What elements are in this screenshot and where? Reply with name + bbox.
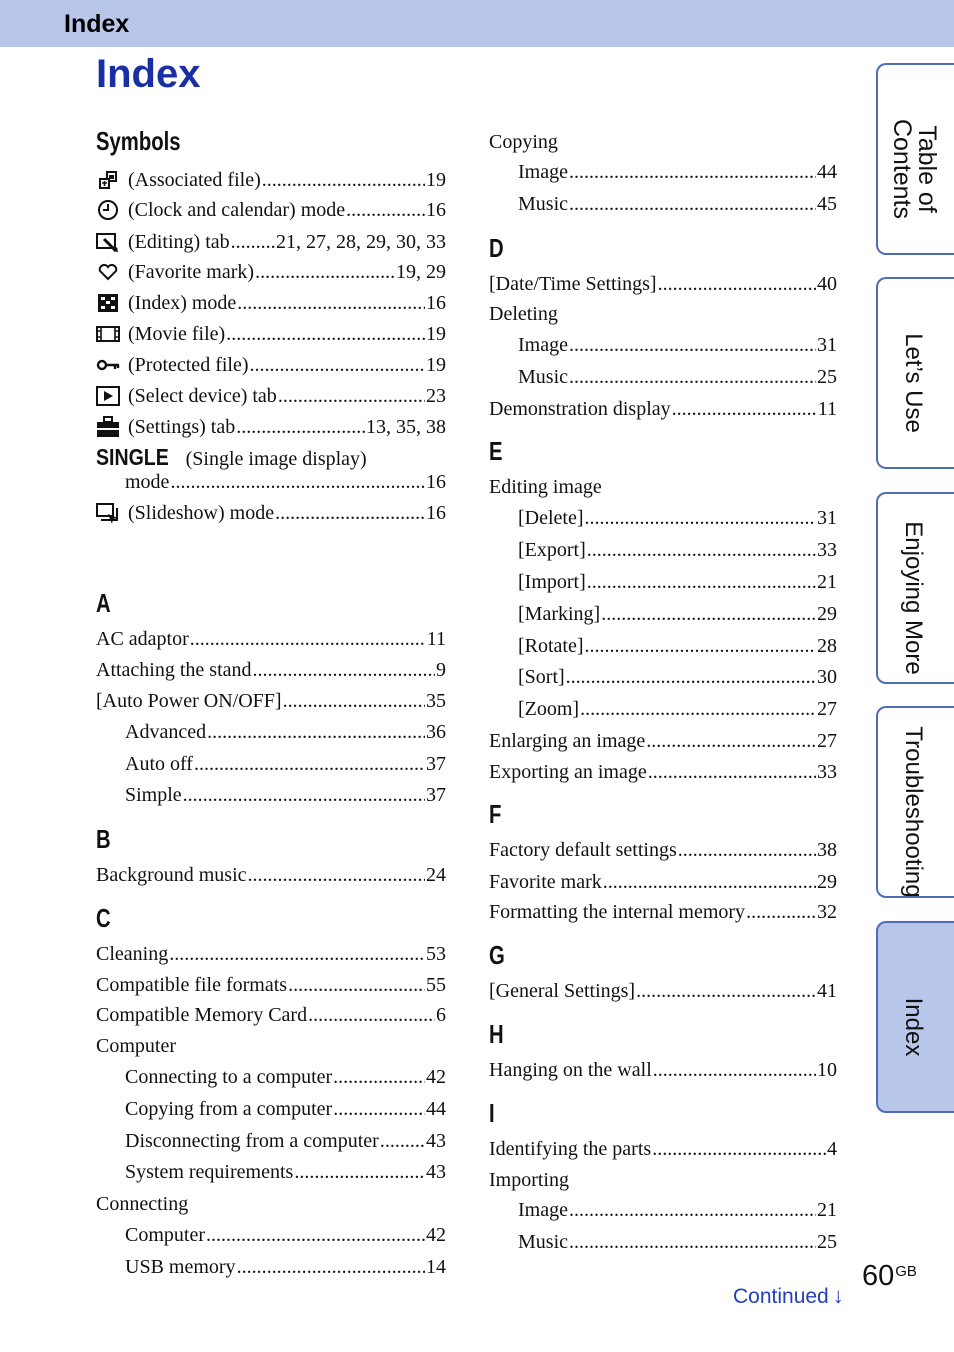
clock-icon [96,199,120,221]
index-entry: Music ..... 25 [518,1230,837,1254]
index-entry: (Slideshow) mode ..... 16 [96,501,446,525]
section-heading-g: G [489,940,505,970]
protected-file-icon [96,354,120,376]
section-heading-c: C [96,903,111,933]
index-entry: mode ..... 16 [125,470,446,494]
section-heading-a: A [96,588,111,618]
index-entry: Computer [96,1035,176,1057]
index-entry: USB memory ..... 14 [125,1255,446,1279]
movie-file-icon [96,323,120,345]
index-entry: Compatible Memory Card ..... 6 [96,1003,446,1027]
tab-enjoying-more[interactable] [876,492,954,684]
index-entry: SINGLE (Single image display) [96,444,367,470]
section-heading-e: E [489,436,503,466]
section-heading-f: F [489,799,502,829]
index-entry: Connecting [96,1193,189,1215]
index-entry: Importing [489,1169,569,1191]
index-entry: System requirements ..... 43 [125,1160,446,1184]
favorite-mark-icon [96,261,120,283]
index-entry: [Rotate] ..... 28 [518,634,837,658]
index-mode-icon [96,292,120,314]
tab-label: Index [900,997,928,1057]
tab-label: Table of Contents [888,118,941,220]
editing-tab-icon [96,231,120,253]
continued-link[interactable]: Continued ↓ [733,1283,844,1308]
index-entry: [Import] ..... 21 [518,570,837,594]
tab-label: Let’s Use [900,333,928,433]
index-entry: Simple ..... 37 [125,783,446,807]
index-entry: Music ..... 25 [518,365,837,389]
header-label: Index [64,10,130,38]
index-entry: Image ..... 31 [518,333,837,357]
index-entry: (Editing) tab ..... 21, 27, 28, 29, 30, 33 [96,230,446,254]
section-heading-i: I [489,1098,495,1128]
arrow-down-icon: ↓ [832,1283,844,1308]
index-entry: [General Settings] ..... 41 [489,979,837,1003]
index-entry: Computer ..... 42 [125,1223,446,1247]
index-entry: [Delete] ..... 31 [518,506,837,530]
index-entry: [Zoom] ..... 27 [518,697,837,721]
tab-index[interactable] [876,921,954,1113]
index-entry: Copying from a computer ..... 44 [125,1097,446,1121]
index-entry: Advanced ..... 36 [125,720,446,744]
tab-label: Enjoying More [900,521,928,675]
index-entry: (Clock and calendar) mode ..... 16 [96,198,446,222]
index-entry: Compatible file formats ..... 55 [96,973,446,997]
index-entry: Attaching the stand ..... 9 [96,658,446,682]
section-heading-d: D [489,233,504,263]
page-number: $60^{GB}$ [862,1260,917,1292]
select-device-tab-icon [96,385,120,407]
index-entry: [Date/Time Settings] ..... 40 [489,272,837,296]
settings-tab-icon [96,416,120,438]
index-entry: Enlarging an image ..... 27 [489,729,837,753]
index-entry: Identifying the parts ..... 4 [489,1137,837,1161]
index-entry: Hanging on the wall ..... 10 [489,1058,837,1082]
index-entry: Disconnecting from a computer ..... 43 [125,1129,446,1153]
tab-lets-use[interactable] [876,277,954,469]
index-entry: (Favorite mark) ..... 19, 29 [96,260,446,284]
associated-file-icon [96,169,120,191]
index-entry: Music ..... 45 [518,192,837,216]
index-entry: [Sort] ..... 30 [518,665,837,689]
index-entry: Editing image [489,476,602,498]
index-entry: Image ..... 21 [518,1198,837,1222]
index-entry: (Select device) tab ..... 23 [96,384,446,408]
tab-table-of-contents[interactable] [876,63,954,255]
index-entry: Image ..... 44 [518,160,837,184]
index-entry: Cleaning ..... 53 [96,942,446,966]
index-entry: [Auto Power ON/OFF] ..... 35 [96,689,446,713]
index-entry: (Movie file) ..... 19 [96,322,446,346]
index-entry: Auto off ..... 37 [125,752,446,776]
index-entry: (Associated file) ..... 19 [96,168,446,192]
index-entry: Exporting an image ..... 33 [489,760,837,784]
index-entry: Background music ..... 24 [96,863,446,887]
section-heading-b: B [96,824,111,854]
page-title: Index [96,52,201,96]
tab-label: Troubleshooting [900,726,928,898]
index-entry: Formatting the internal memory ..... 32 [489,900,837,924]
single-image-icon: SINGLE [96,444,169,470]
index-entry: (Protected file) ..... 19 [96,353,446,377]
index-entry: Copying [489,131,558,153]
index-entry: Factory default settings ..... 38 [489,838,837,862]
index-entry: [Marking] ..... 29 [518,602,837,626]
index-entry: AC adaptor ..... 11 [96,627,446,651]
slideshow-icon [96,502,120,524]
index-entry: (Settings) tab ..... 13, 35, 38 [96,415,446,439]
index-entry: (Index) mode ..... 16 [96,291,446,315]
header-bar [0,0,954,47]
index-entry: Demonstration display ..... 11 [489,397,837,421]
index-entry: Favorite mark ..... 29 [489,870,837,894]
section-heading-symbols: Symbols [96,126,181,156]
tab-troubleshooting[interactable] [876,706,954,898]
index-entry: Connecting to a computer ..... 42 [125,1065,446,1089]
index-entry: Deleting [489,303,558,325]
index-entry: [Export] ..... 33 [518,538,837,562]
section-heading-h: H [489,1019,504,1049]
